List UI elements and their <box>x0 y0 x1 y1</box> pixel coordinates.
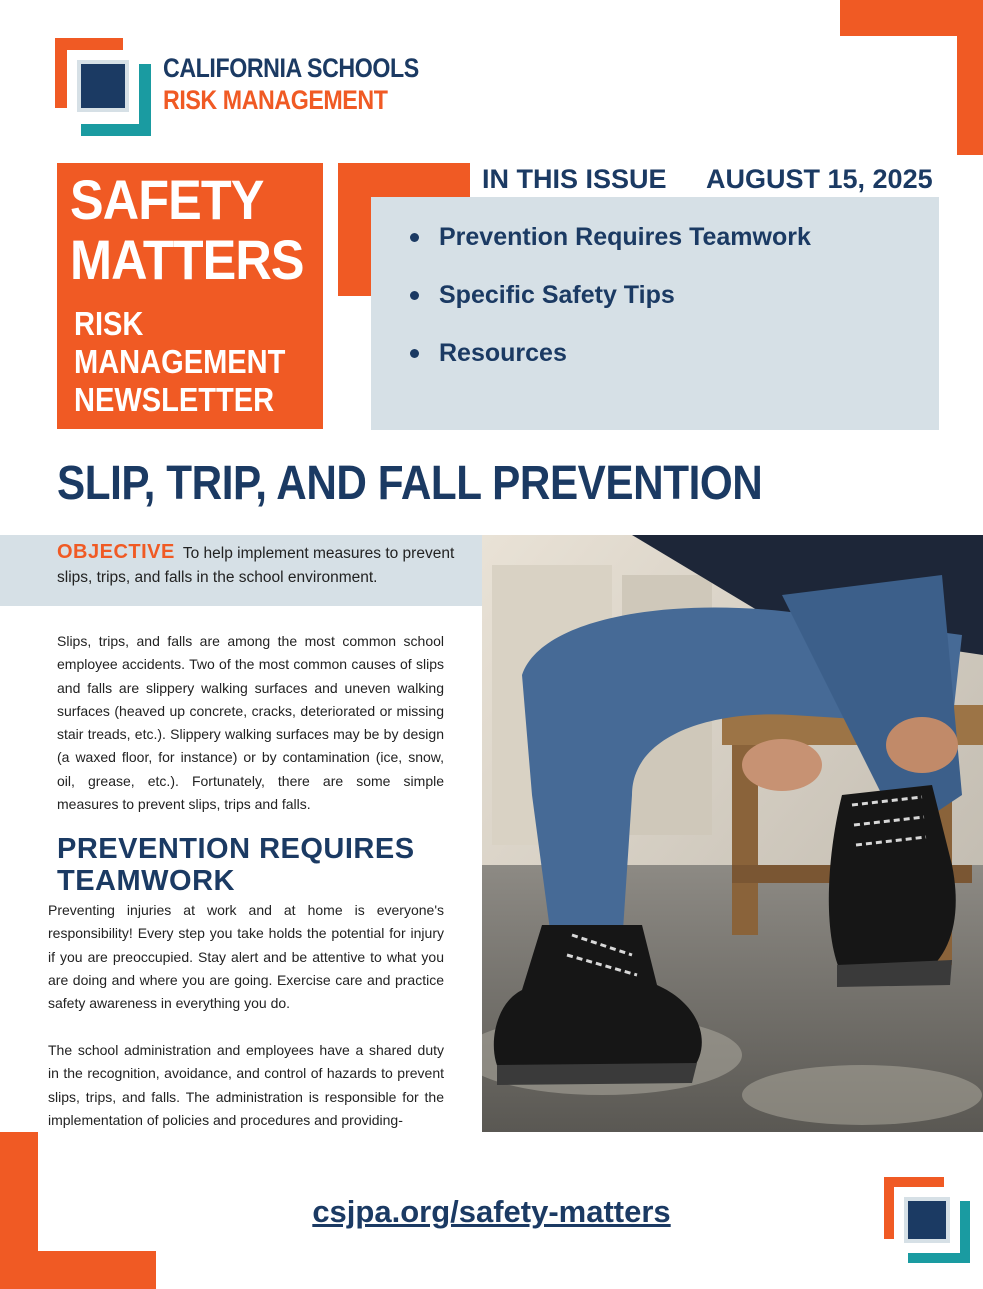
issue-item-label: Prevention Requires Teamwork <box>439 223 811 251</box>
issue-item-label: Specific Safety Tips <box>439 281 675 309</box>
corner-accent-bottom-left-horizontal <box>0 1251 156 1289</box>
list-item[interactable] <box>410 280 811 310</box>
section-heading <box>57 833 415 897</box>
subtitle-line3: NEWSLETTER <box>74 381 275 418</box>
brand-name <box>163 52 419 116</box>
corner-accent-top-right-vertical <box>957 0 983 155</box>
footer-website-link[interactable]: csjpa.org/safety-matters <box>312 1194 671 1229</box>
brand-line1: CALIFORNIA SCHOOLS <box>163 53 419 83</box>
teamwork-paragraph-1: Preventing injuries at work and at home is everyone's responsibility! Every step you take holds the potential for injury if you are preoccupied. Stay alert and be attentive to what you are doing and where you are going. Exercise care and practice safety awareness in everything you do. <box>48 902 444 1012</box>
csrm-logo-icon <box>55 38 151 136</box>
issue-item-label: Resources <box>439 339 567 367</box>
brand-line2: RISK MANAGEMENT <box>163 85 388 115</box>
title-line1: SAFETY <box>70 168 264 231</box>
subtitle-line2: MANAGEMENT <box>74 343 286 380</box>
objective-label: OBJECTIVE <box>57 541 175 563</box>
subtitle-line1: RISK <box>74 305 144 342</box>
list-item[interactable] <box>410 222 811 252</box>
work-boot-photo <box>482 535 983 1132</box>
objective <box>57 540 477 590</box>
bullet-icon <box>410 233 419 242</box>
teamwork-paragraph-2: The school administration and employees have a shared duty in the recognition, avoidance, and control of hazards to prevent slips, trips, and falls. The administration is responsible for the implementation of policies and procedures and providing- <box>48 1042 444 1128</box>
section-heading-line1: PREVENTION REQUIRES <box>57 833 415 865</box>
list-item[interactable] <box>410 338 811 368</box>
bullet-icon <box>410 291 419 300</box>
objective-text: To help implement measures to prevent slips, trips, and falls in the school environment. <box>57 545 455 586</box>
bullet-icon <box>410 349 419 358</box>
issue-heading: IN THIS ISSUE <box>482 164 667 194</box>
newsletter-title <box>70 170 304 290</box>
issue-date: AUGUST 15, 2025 <box>706 164 933 194</box>
issue-contents-list <box>410 222 811 396</box>
article-headline: SLIP, TRIP, AND FALL PREVENTION <box>57 457 763 510</box>
title-line2: MATTERS <box>70 228 304 291</box>
issue-accent-vertical <box>338 163 372 296</box>
intro-paragraph: Slips, trips, and falls are among the most common school employee accidents. Two of the most common causes of slips and falls are slippery walking surfaces and uneven walking surfaces (heaved up concrete, cracks, deteriorated or missing stair treads, etc.). Slippery walking surfaces may be by design (a waxed floor, for instance) or by contamination (ice, snow, oil, grease, etc.). Fortunately, there are some simple measures to prevent slips, trips and falls. <box>57 633 444 813</box>
section-heading-line2: TEAMWORK <box>57 865 235 897</box>
csrm-logo-small-icon <box>884 1177 970 1263</box>
newsletter-subtitle <box>74 305 285 419</box>
